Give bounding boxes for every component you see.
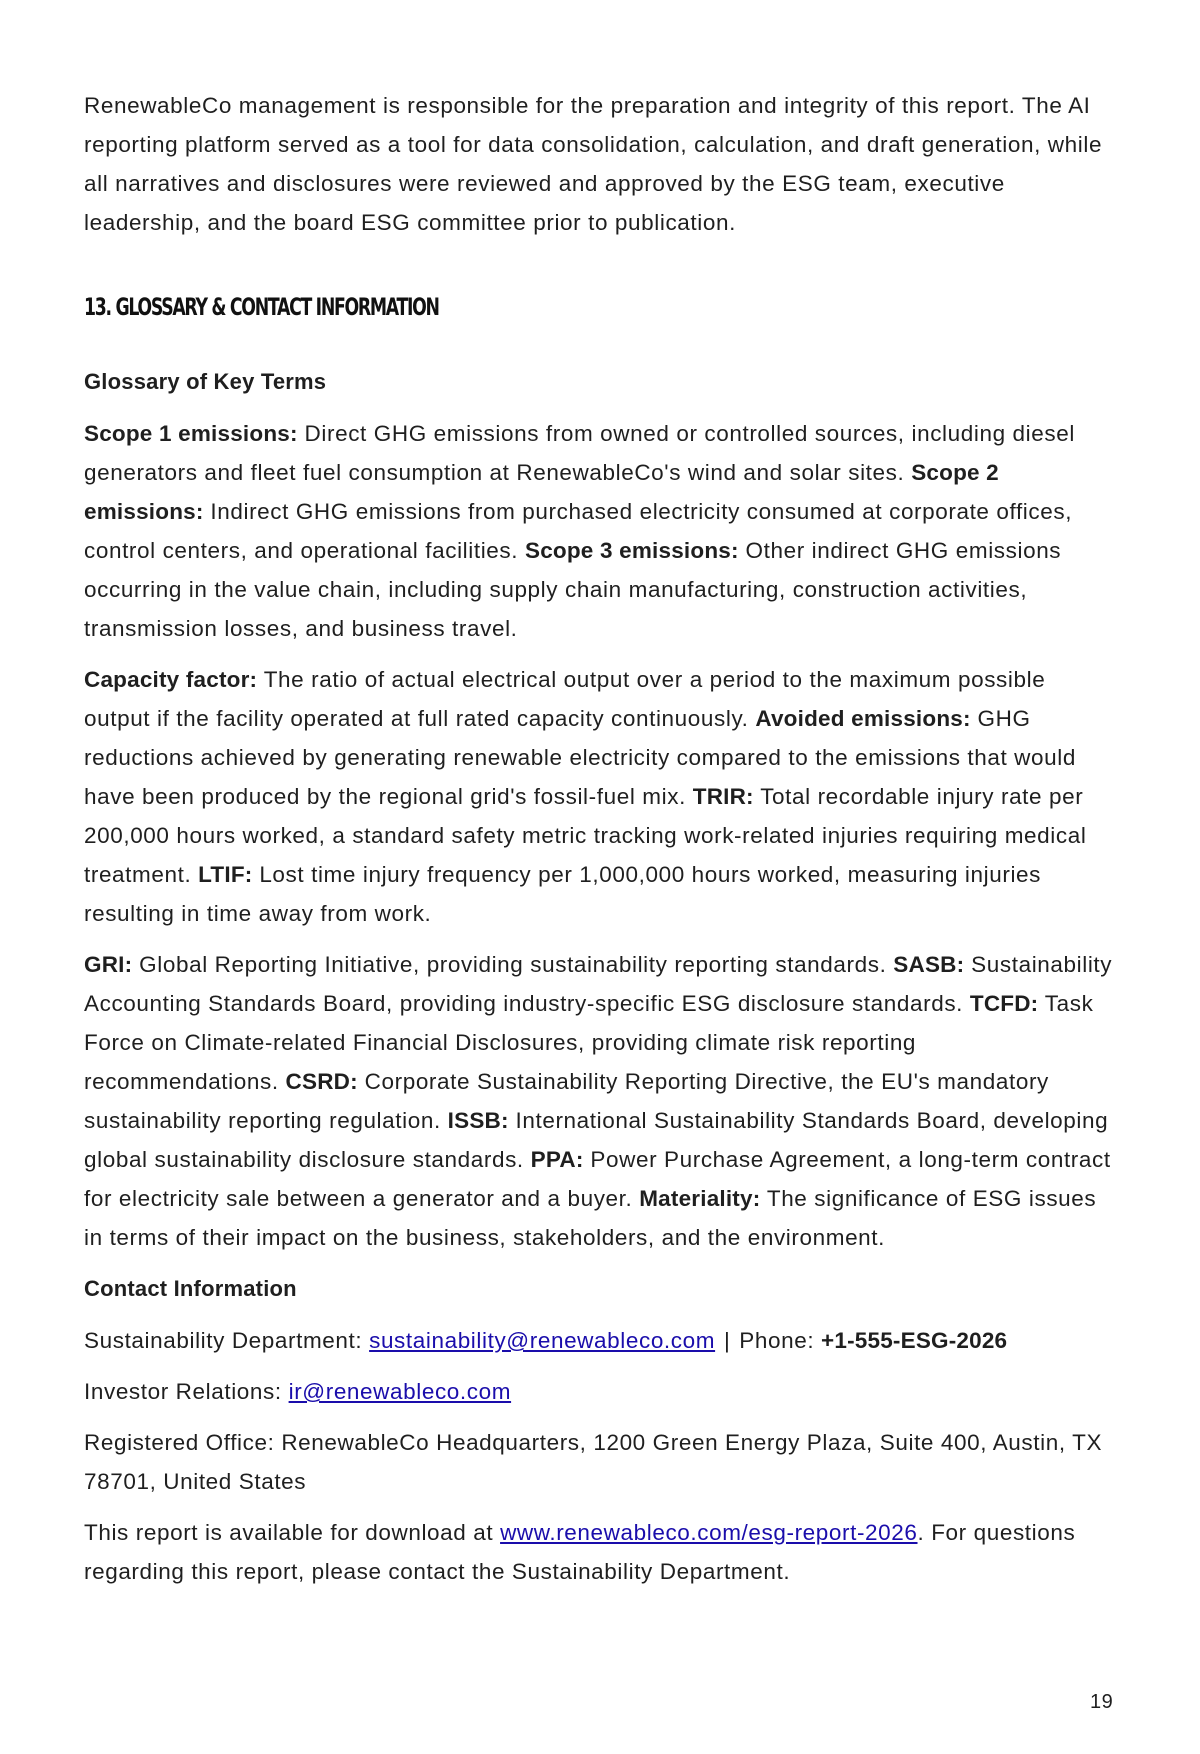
intro-paragraph: RenewableCo management is responsible for the preparation and integrity of this report. The AI reporting platform served as a tool for data consolidation, calculation, and draft generation, while all narratives and disclosures were reviewed and approved by the ESG team, executive leadership, and the board ESG committee prior to publication. — [84, 93, 1103, 235]
report-download-link[interactable]: www.renewableco.com/esg-report-2026 — [500, 1520, 918, 1545]
glossary-term: GRI: — [84, 952, 133, 977]
glossary-definition: Task Force on Climate-related Financial Disclosures, providing climate risk reporting recommendations. — [84, 991, 1094, 1094]
report-page — [84, 86, 1114, 1603]
glossary-term: PPA: — [530, 1147, 584, 1172]
glossary-definition: Lost time injury frequency per 1,000,000 hours worked, measuring injuries resulting in time away from work. — [84, 862, 1042, 926]
glossary-definition: Sustainability Accounting Standards Board, providing industry-specific ESG disclosure standards. — [84, 952, 1113, 1016]
phone-number: +1-555-ESG-2026 — [821, 1328, 1008, 1353]
glossary-heading: Glossary of Key Terms — [84, 369, 327, 394]
glossary-definition: International Sustainability Standards Board, developing global sustainability disclosure standards. — [84, 1108, 1109, 1172]
download-note — [84, 1513, 1114, 1591]
glossary-term: ISSB: — [447, 1108, 509, 1133]
download-suffix: . For questions regarding this report, please contact the Sustainability Department. — [84, 1520, 1076, 1584]
download-prefix: This report is available for download at — [84, 1520, 501, 1545]
glossary-term: TRIR: — [692, 784, 754, 809]
investor-label: Investor Relations: — [84, 1379, 289, 1404]
glossary-definition: Global Reporting Initiative, providing sustainability reporting standards. — [132, 952, 894, 977]
phone-label: Phone: — [732, 1328, 822, 1353]
glossary-paragraph-metrics — [84, 660, 1114, 933]
glossary-term: Scope 1 emissions: — [84, 421, 298, 446]
section-heading: 13. GLOSSARY & CONTACT INFORMATION — [84, 293, 439, 321]
glossary-definition: Indirect GHG emissions from purchased electricity consumed at corporate offices, control centers, and operational facilities. — [84, 499, 1073, 563]
glossary-term: LTIF: — [198, 862, 253, 887]
glossary-term: CSRD: — [285, 1069, 358, 1094]
contact-heading: Contact Information — [84, 1276, 297, 1301]
sustainability-label: Sustainability Department: — [84, 1328, 370, 1353]
glossary-term: SASB: — [893, 952, 965, 977]
glossary-definition: The ratio of actual electrical output over a period to the maximum possible output if the facility operated at full rated capacity continuously. — [84, 667, 1046, 731]
contact-sustainability-line — [84, 1321, 1114, 1360]
separator: | — [723, 1328, 731, 1353]
contact-investor-line — [84, 1372, 1114, 1411]
glossary-term: Capacity factor: — [84, 667, 258, 692]
glossary-definition: Power Purchase Agreement, a long-term contract for electricity sale between a generator and a buyer. — [84, 1147, 1111, 1211]
registered-office: Registered Office: RenewableCo Headquarters, 1200 Green Energy Plaza, Suite 400, Austin, TX 78701, United States — [84, 1430, 1103, 1494]
glossary-definition: The significance of ESG issues in terms of their impact on the business, stakeholders, and the environment. — [84, 1186, 1097, 1250]
glossary-definition: Direct GHG emissions from owned or controlled sources, including diesel generators and fleet fuel consumption at RenewableCo's wind and solar sites. — [84, 421, 1075, 485]
glossary-paragraph-scopes — [84, 414, 1114, 648]
investor-email-link[interactable]: ir@renewableco.com — [288, 1379, 512, 1404]
sustainability-email-link[interactable]: sustainability@renewableco.com — [369, 1328, 716, 1353]
glossary-definition: Corporate Sustainability Reporting Directive, the EU's mandatory sustainability reporting regulation. — [84, 1069, 1049, 1133]
glossary-term: Scope 2 emissions: — [84, 460, 999, 524]
glossary-definition: GHG reductions achieved by generating renewable electricity compared to the emissions that would have been produced by the regional grid's fossil-fuel mix. — [84, 706, 1076, 809]
glossary-term: Materiality: — [639, 1186, 761, 1211]
glossary-definition: Total recordable injury rate per 200,000 hours worked, a standard safety metric tracking work-related injuries requiring medical treatment. — [84, 784, 1087, 887]
glossary-paragraph-frameworks — [84, 945, 1114, 1257]
glossary-term: TCFD: — [969, 991, 1039, 1016]
glossary-term: Scope 3 emissions: — [524, 538, 739, 563]
glossary-definition: Other indirect GHG emissions occurring in the value chain, including supply chain manufacturing, construction activities, transmission losses, and business travel. — [84, 538, 1062, 641]
glossary-term: Avoided emissions: — [755, 706, 971, 731]
page-number: 19 — [1090, 1691, 1114, 1713]
